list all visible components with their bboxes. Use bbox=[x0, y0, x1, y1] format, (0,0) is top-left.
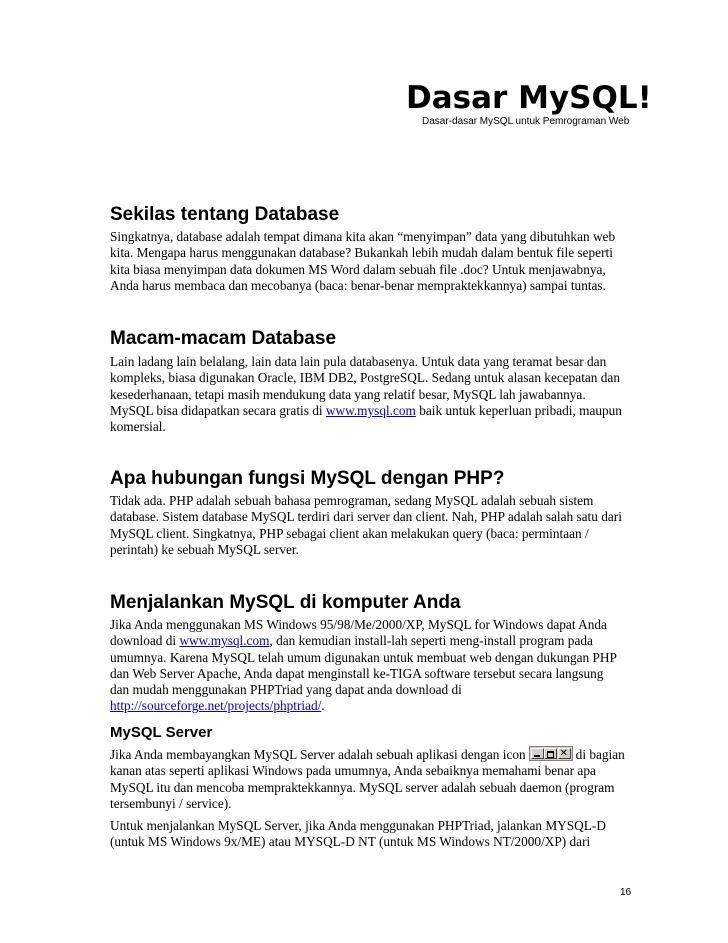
phptriad-link[interactable]: http://sourceforge.net/projects/phptriad/ bbox=[110, 698, 322, 714]
paragraph-line bbox=[110, 746, 635, 763]
paragraph-line: Untuk menjalankan MySQL Server, jika Anda menggunakan PHPTriad, jalankan MYSQL-D bbox=[110, 818, 606, 833]
section-heading-database-types: Macam-macam Database bbox=[110, 328, 337, 349]
paragraph-line bbox=[110, 633, 635, 649]
page-number: 16 bbox=[620, 887, 632, 898]
paragraph-line: database. Sistem database MySQL terdiri dari server dan client. Nah, PHP adalah salah satu dari bbox=[110, 509, 622, 525]
paragraph-line: (untuk MS Windows 9x/ME) atau MYSQL-D NT (untuk MS Windows NT/2000/XP) dari bbox=[110, 834, 591, 850]
section-paragraph-running-mysql bbox=[110, 617, 635, 715]
paragraph-line: kita. Mengapa harus menggunakan database? Bukankah lebih mudah dalam bentuk file seperti bbox=[110, 245, 613, 261]
section-paragraph-database-types bbox=[110, 354, 635, 435]
subsection-paragraph-run-server bbox=[110, 818, 635, 851]
minimize-icon bbox=[531, 748, 544, 759]
text-fragment: Jika Anda membayangkan MySQL Server adalah sebuah aplikasi dengan icon bbox=[110, 747, 526, 762]
subsection-heading-mysql-server: MySQL Server bbox=[110, 724, 213, 741]
text-fragment: . bbox=[321, 698, 325, 714]
paragraph-line: dan mudah menggunakan PHPTriad yang dapat anda download di bbox=[110, 682, 462, 698]
paragraph-line: MySQL itu dan mencoba mempraktekkannya. MySQL server adalah sebuah daemon (program bbox=[110, 779, 615, 795]
text-fragment: MySQL bisa didapatkan secara gratis di bbox=[110, 402, 326, 418]
paragraph-line: Singkatnya, database adalah tempat dimana kita akan “menyimpan” data yang dibutuhkan web bbox=[110, 229, 616, 244]
mysql-download-link[interactable]: www.mysql.com bbox=[179, 633, 270, 649]
section-heading-mysql-php-relation: Apa hubungan fungsi MySQL dengan PHP? bbox=[110, 468, 505, 489]
document-title: Dasar MySQL! bbox=[406, 80, 652, 116]
section-heading-database-overview: Sekilas tentang Database bbox=[110, 204, 340, 225]
paragraph-line: Anda harus membaca dan mecobanya (baca: benar-benar mempraktekkannya) sampai tuntas. bbox=[110, 277, 606, 293]
paragraph-line: dan Web Server Apache, Anda dapat menginstall ke-TIGA software tersebut secara langsung bbox=[110, 665, 604, 681]
paragraph-line: MySQL client. Singkatnya, PHP sebagai client akan melakukan query (baca: permintaan / bbox=[110, 525, 589, 541]
document-subtitle: Dasar-dasar MySQL untuk Pemrograman Web bbox=[422, 116, 630, 127]
paragraph-line: Lain ladang lain belalang, lain data lain pula databasenya. Untuk data yang teramat besar dan bbox=[110, 354, 607, 369]
paragraph-line: perintah) ke sebuah MySQL server. bbox=[110, 541, 299, 557]
close-icon bbox=[558, 748, 571, 759]
paragraph-line: Jika Anda menggunakan MS Windows 95/98/Me/2000/XP, MySQL for Windows dapat Anda bbox=[110, 617, 607, 632]
paragraph-line: Tidak ada. PHP adalah sebuah bahasa pemrograman, sedang MySQL adalah sebuah sistem bbox=[110, 493, 594, 508]
restore-icon bbox=[544, 748, 557, 759]
paragraph-line: komersial. bbox=[110, 419, 166, 435]
window-controls-icon bbox=[529, 746, 573, 761]
mysql-website-link[interactable]: www.mysql.com bbox=[325, 402, 416, 418]
text-fragment: , dan kemudian install-lah seperti meng-install program pada bbox=[269, 633, 593, 649]
paragraph-line: tersembunyi / service). bbox=[110, 795, 232, 811]
section-paragraph-database-overview bbox=[110, 229, 635, 294]
text-fragment: download di bbox=[110, 633, 180, 649]
paragraph-line: kesederhanaan, tetapi masih mendukung data yang relatif besar, MySQL lah jawabannya. bbox=[110, 386, 586, 402]
paragraph-line: kanan atas seperti aplikasi Windows pada umumnya, Anda sebaiknya memahami benar apa bbox=[110, 763, 596, 779]
text-fragment: di bagian bbox=[575, 747, 625, 762]
section-heading-running-mysql: Menjalankan MySQL di komputer Anda bbox=[110, 592, 461, 613]
paragraph-line: kompleks, biasa digunakan Oracle, IBM DB2, PostgreSQL. Sedang untuk alasan kecepatan dan bbox=[110, 370, 620, 386]
paragraph-line: kita biasa menyimpan data dokumen MS Word dalam sebuah file .doc? Untuk menjawabnya, bbox=[110, 261, 606, 277]
section-paragraph-mysql-php-relation bbox=[110, 493, 635, 558]
paragraph-line bbox=[110, 403, 635, 419]
text-fragment: baik untuk keperluan pribadi, maupun bbox=[415, 402, 622, 418]
paragraph-line: umumnya. Karena MySQL telah umum digunakan untuk membuat web dengan dukungan PHP bbox=[110, 649, 617, 665]
subsection-paragraph-mysql-server bbox=[110, 746, 635, 812]
paragraph-line bbox=[110, 698, 635, 714]
